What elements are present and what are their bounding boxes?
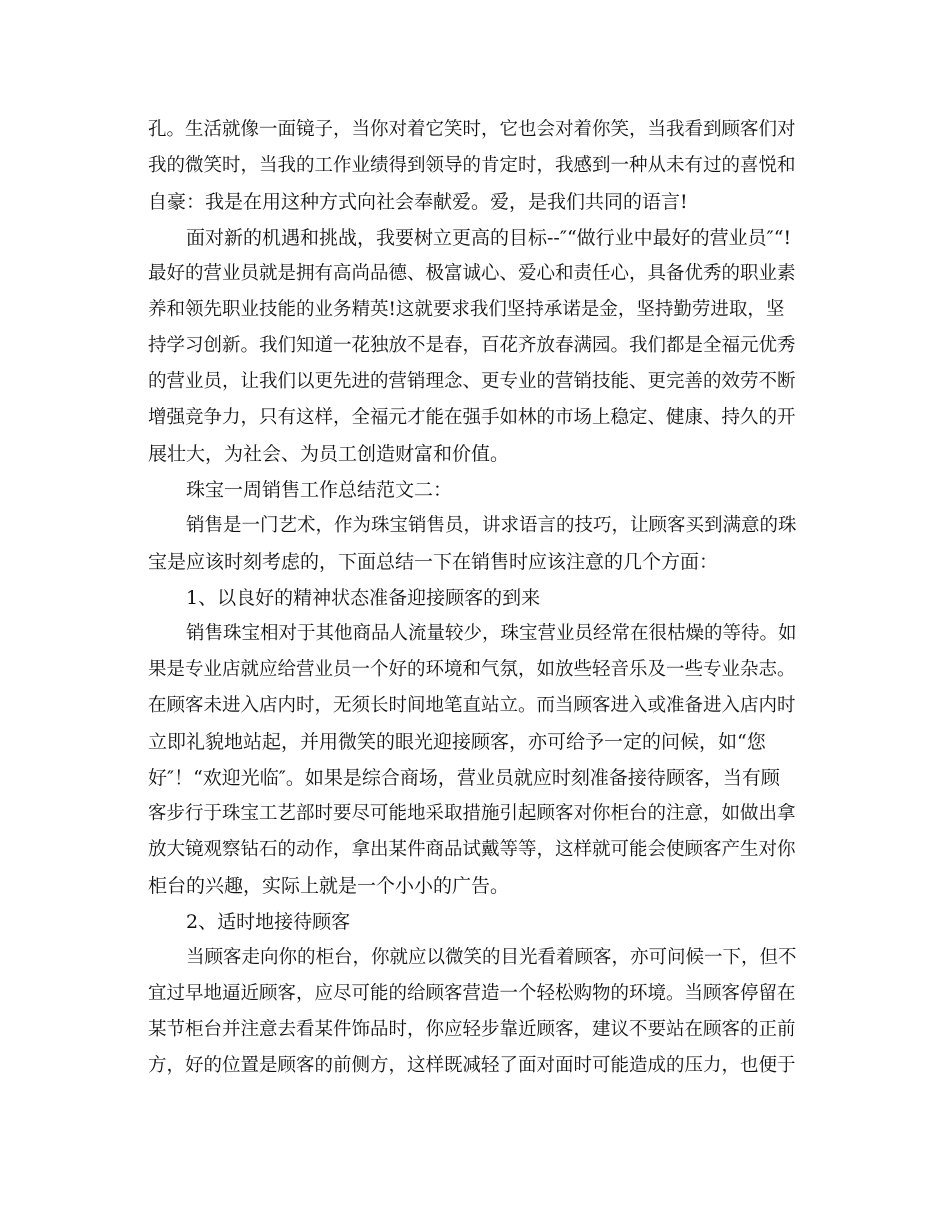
text-line: 某节柜台并注意去看某件饰品时，你应轻步靠近顾客，建议不要站在顾客的正前 xyxy=(148,1019,796,1040)
text-line: 立即礼貌地站起，并用微笑的眼光迎接顾客，亦可给予一定的问候，如“您 xyxy=(148,731,766,753)
text-line: 增强竞争力，只有这样，全福元才能在强手如林的市场上稳定、健康、持久的开 xyxy=(148,407,796,428)
text-line: 好″！“欢迎光临″。如果是综合商场，营业员就应时刻准备接待顾客，当有顾 xyxy=(148,767,780,789)
text-line: 的营业员，让我们以更先进的营销理念、更专业的营销技能、更完善的效劳不断 xyxy=(148,371,796,392)
text-line: 柜台的兴趣，实际上就是一个小小的广告。 xyxy=(148,875,510,897)
text-line: 销售是一门艺术，作为珠宝销售员，讲求语言的技巧，让顾客买到满意的珠 xyxy=(186,515,797,536)
text-line: 自豪：我是在用这种方式向社会奉献爱。爱，是我们共同的语言! xyxy=(148,191,688,213)
text-line: 孔。生活就像一面镜子，当你对着它笑时，它也会对着你笑，当我看到顾客们对 xyxy=(148,119,796,140)
document-body xyxy=(148,112,800,1084)
text-line: 面对新的机遇和挑战，我要树立更高的目标--″“做行业中最好的营业员″“! xyxy=(186,227,792,249)
text-line: 持学习创新。我们知道一花独放不是春，百花齐放春满园。我们都是全福元优秀 xyxy=(148,335,796,356)
text-line: 当顾客走向你的柜台，你就应以微笑的目光看着顾客，亦可问候一下，但不 xyxy=(186,947,797,968)
text-line: 果是专业店就应给营业员一个好的环境和气氛，如放些轻音乐及一些专业杂志。 xyxy=(148,659,796,680)
text-line: 销售珠宝相对于其他商品人流量较少，珠宝营业员经常在很枯燥的等待。如 xyxy=(186,623,797,644)
text-line: 我的微笑时，当我的工作业绩得到领导的肯定时，我感到一种从未有过的喜悦和 xyxy=(148,155,796,176)
text-line: 最好的营业员就是拥有高尚品德、极富诚心、爱心和责任心，具备优秀的职业素 xyxy=(148,263,796,284)
text-line: 客步行于珠宝工艺部时要尽可能地采取措施引起顾客对你柜台的注意，如做出拿 xyxy=(148,803,796,824)
text-line: 放大镜观察钻石的动作，拿出某件商品试戴等等，这样就可能会使顾客产生对你 xyxy=(148,839,796,860)
text-line: 宜过早地逼近顾客，应尽可能的给顾客营造一个轻松购物的环境。当顾客停留在 xyxy=(148,983,796,1004)
text-line: 展壮大，为社会、为员工创造财富和价值。 xyxy=(148,443,510,465)
text-line: 宝是应该时刻考虑的，下面总结一下在销售时应该注意的几个方面： xyxy=(148,551,719,573)
text-line: 珠宝一周销售工作总结范文二： xyxy=(186,479,453,501)
text-line: 养和领先职业技能的业务精英!这就要求我们坚持承诺是金，坚持勤劳进取，坚 xyxy=(148,299,785,320)
text-line: 2、适时地接待顾客 xyxy=(186,911,351,933)
text-line: 方，好的位置是顾客的前侧方，这样既减轻了面对面时可能造成的压力，也便于 xyxy=(148,1055,796,1076)
text-line: 1、以良好的精神状态准备迎接顾客的到来 xyxy=(186,587,541,609)
text-line: 在顾客未进入店内时，无须长时间地笔直站立。而当顾客进入或准备进入店内时 xyxy=(148,695,796,716)
